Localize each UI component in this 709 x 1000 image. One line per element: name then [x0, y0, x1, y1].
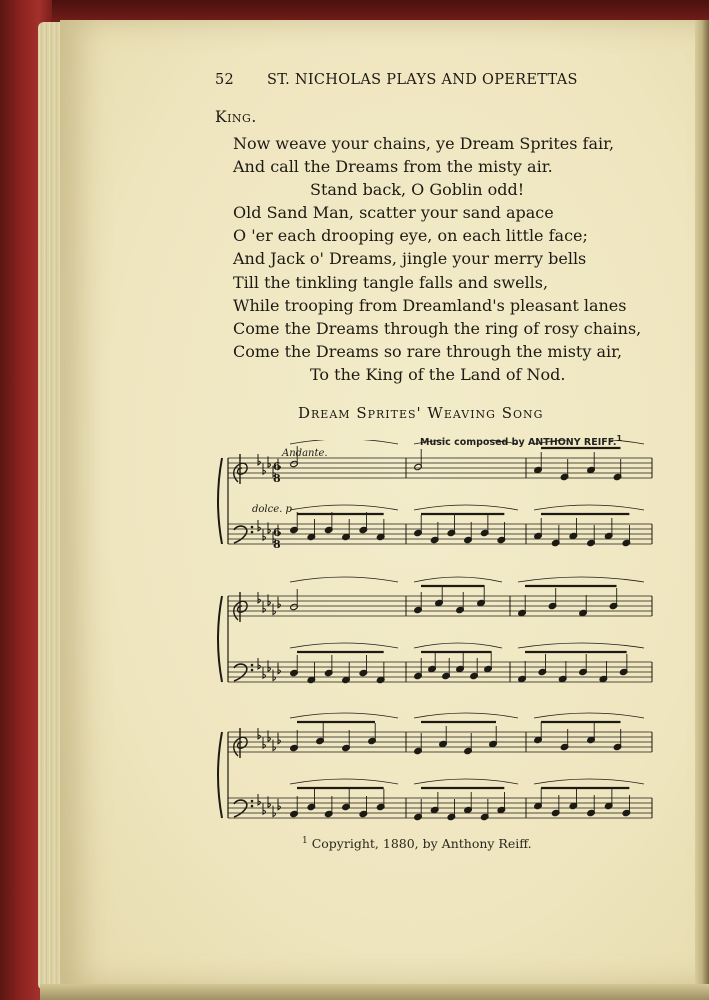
bottom-page-edge — [40, 984, 709, 1000]
verse-line: Till the tinkling tangle falls and swells, — [233, 272, 549, 292]
music-systems — [218, 440, 652, 821]
slur — [414, 779, 518, 784]
slur — [414, 643, 502, 648]
right-page-edge — [695, 20, 709, 986]
bass-clef-dot — [251, 664, 254, 667]
running-title: ST. NICHOLAS PLAYS AND OPERETTAS — [267, 72, 578, 88]
time-signature-top: 6 — [273, 460, 281, 473]
verse-line: Stand back, O Goblin odd! — [310, 180, 525, 200]
verse-line: O 'er each drooping eye, on each little face; — [233, 226, 588, 246]
treble-clef — [234, 454, 247, 484]
slur — [414, 440, 518, 444]
footnote-mark: 1 — [302, 836, 308, 846]
song-title: Dream Sprites' Weaving Song — [298, 404, 544, 422]
slur — [534, 779, 644, 784]
verse-line: Now weave your chains, ye Dream Sprites fair, — [233, 134, 615, 153]
dynamics-marking: dolce. p — [252, 504, 292, 515]
flat-sign — [273, 740, 276, 751]
running-header — [215, 72, 615, 88]
flat-sign — [273, 604, 276, 615]
bass-clef-dot — [251, 531, 254, 534]
slur — [290, 577, 398, 582]
page-number: 52 — [215, 72, 235, 88]
verse-line: To the King of the Land of Nod. — [310, 364, 566, 384]
system-brace — [218, 458, 222, 544]
treble-clef — [234, 592, 247, 622]
time-signature-bottom: 8 — [273, 472, 281, 485]
footnote-text: Copyright, 1880, by Anthony Reiff. — [311, 836, 532, 852]
slur — [290, 643, 398, 648]
bass-clef-dot — [251, 526, 254, 529]
slur — [414, 713, 518, 718]
slur — [290, 713, 398, 718]
bass-clef-dot — [251, 805, 254, 808]
slur — [290, 440, 398, 444]
verse-line: Come the Dreams through the ring of rosy chains, — [233, 318, 642, 338]
flat-sign — [273, 806, 276, 817]
verse-block — [233, 132, 673, 386]
bass-clef-dot — [251, 800, 254, 803]
verse-line: And call the Dreams from the misty air. — [233, 157, 553, 177]
slur — [534, 440, 644, 444]
verse-line: And Jack o' Dreams, jingle your merry bells — [233, 249, 587, 269]
time-signature-bottom-bass: 8 — [273, 538, 281, 551]
system-brace — [218, 732, 222, 818]
flat-sign — [263, 601, 266, 612]
flat-sign — [263, 463, 266, 474]
verse-line: While trooping from Dreamland's pleasant lanes — [233, 295, 627, 315]
time-signature-top-bass: 6 — [273, 526, 281, 539]
treble-clef — [234, 728, 247, 758]
flat-sign — [263, 529, 266, 540]
footnote — [302, 836, 532, 851]
slur — [534, 713, 644, 718]
slur — [414, 577, 502, 582]
sheet-music — [210, 440, 660, 840]
slur — [518, 577, 644, 582]
tempo-marking: Andante. — [282, 448, 328, 459]
slur — [290, 779, 398, 784]
verse-line: Come the Dreams so rare through the misty air, — [233, 341, 623, 361]
slur — [290, 505, 398, 510]
bass-clef-dot — [251, 669, 254, 672]
flat-sign — [273, 670, 276, 681]
system-brace — [218, 596, 222, 682]
slur — [534, 505, 644, 510]
slur — [414, 505, 518, 510]
slur — [518, 643, 644, 648]
flat-sign — [263, 737, 266, 748]
verse-line: Old Sand Man, scatter your sand apace — [233, 203, 554, 223]
flat-sign — [263, 667, 266, 678]
speaker-name: King. — [215, 108, 257, 126]
flat-sign — [263, 803, 266, 814]
composer-footnote-mark: 1 — [616, 434, 623, 443]
composer-credit-text: Music composed by ANTHONY REIFF. — [420, 437, 617, 449]
